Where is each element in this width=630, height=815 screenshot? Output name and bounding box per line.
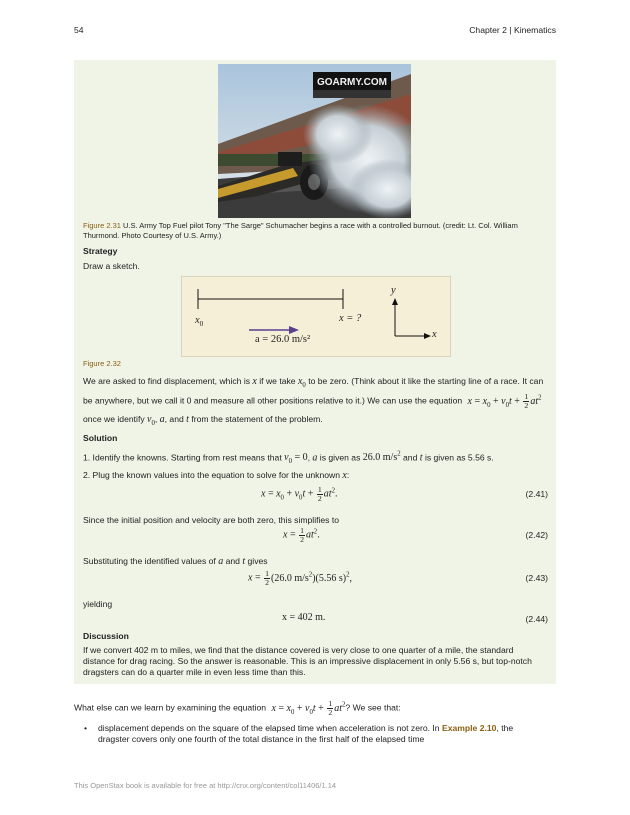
paragraph-line-1: We are asked to find displacement, which is x if we take $x_0$ to be zero. (Think about it like the starting line of a race. It can: [83, 376, 544, 389]
sketch-graphics: [182, 277, 450, 356]
banner-text: GOARMY.COM: [317, 77, 387, 88]
equation-2-41-number: (2.41): [525, 489, 548, 499]
solution-heading: Solution: [83, 433, 118, 443]
strategy-text: Draw a sketch.: [83, 261, 140, 271]
footer-text: This OpenStax book is available for free at http://cnx.org/content/col11406/1.14: [74, 781, 337, 790]
bullet-item: • displacement depends on the square of the elapsed time when acceleration is not zero. In Example 2.10, the dragster covers only one fourth of the total distance in the first half of the elapsed time: [84, 723, 514, 744]
equation-2-43-number: (2.43): [525, 573, 548, 583]
example-2-10-link[interactable]: Example 2.10: [441, 723, 497, 733]
solution-step-1: 1. Identify the knowns. Starting from rest means that $v_0 = 0$, a is given as 26.0 $m/s^2$ and t is given as 5.56 s.: [83, 451, 494, 466]
discussion-heading: Discussion: [83, 631, 129, 641]
displacement-sketch: [181, 276, 451, 357]
acceleration-label: a = 26.0 m/s²: [255, 334, 311, 345]
dragster-photo-illustration: [218, 64, 411, 218]
x-end-label: x = ?: [339, 313, 362, 324]
x-axis-label: x: [432, 329, 437, 340]
paragraph-line-2: be anywhere, but we call it 0 and measure all other positions relative to it.) We can use the equation $x = x_0 + v_0t$ + $\frac{1}{2}$ $at^2$: [83, 392, 542, 410]
figure-2-31-caption-text: U.S. Army Top Fuel pilot Tony "The Sarge" Schumacher begins a race with a controlled burnout. (credit: Lt. Col. William Thurmond. Photo Courtesy of U.S. Army.): [83, 221, 518, 240]
figure-2-31-caption: [83, 221, 543, 240]
substitute-text: Substituting the identified values of a and t gives: [83, 556, 268, 567]
equation-2-44: x = 402 m.: [282, 612, 326, 623]
equation-2-44-number: (2.44): [525, 614, 548, 624]
yielding-text: yielding: [83, 599, 113, 609]
y-axis-label: y: [391, 285, 396, 296]
dragster-photo: [218, 64, 411, 218]
equation-2-42-number: (2.42): [525, 530, 548, 540]
bullet-marker: •: [84, 723, 88, 733]
x0-label: $x_0$: [195, 315, 204, 329]
page-number: 54: [74, 25, 84, 35]
strategy-heading: Strategy: [83, 246, 118, 256]
follow-up-question: What else can we learn by examining the equation $x = x_0 + v_0t$ + $\frac{1}{2}$ $at^2$? We see that:: [74, 699, 401, 717]
equation-2-42: x = $\frac{1}{2}$ $at^2$.: [283, 526, 320, 544]
paragraph-line-3: once we identify $v_0$, a, and t from the statement of the problem.: [83, 414, 323, 427]
chapter-title: Chapter 2 | Kinematics: [469, 25, 556, 35]
simplify-text: Since the initial position and velocity are both zero, this simplifies to: [83, 515, 340, 525]
equation-2-41: $x = x_0 + v_0t$ + $\frac{1}{2}$ $at^2$.: [261, 485, 338, 503]
equation-2-43: x = $\frac{1}{2}$ (26.0 $m/s^2)(5.56$ s)$^2$,: [248, 569, 352, 587]
discussion-text: If we convert 402 m to miles, we find that the distance covered is very close to one quarter of a mile, the standard distance for drag racing. So the answer is reasonable. This is an impressive displacement in only 5.56 s, but top-notch dragsters can do a quarter mile in even less time than this.: [83, 645, 532, 677]
solution-step-2: 2. Plug the known values into the equation to solve for the unknown x:: [83, 470, 350, 481]
figure-2-32-label: Figure 2.32: [83, 359, 121, 368]
figure-2-31-label: Figure 2.31: [83, 221, 121, 230]
